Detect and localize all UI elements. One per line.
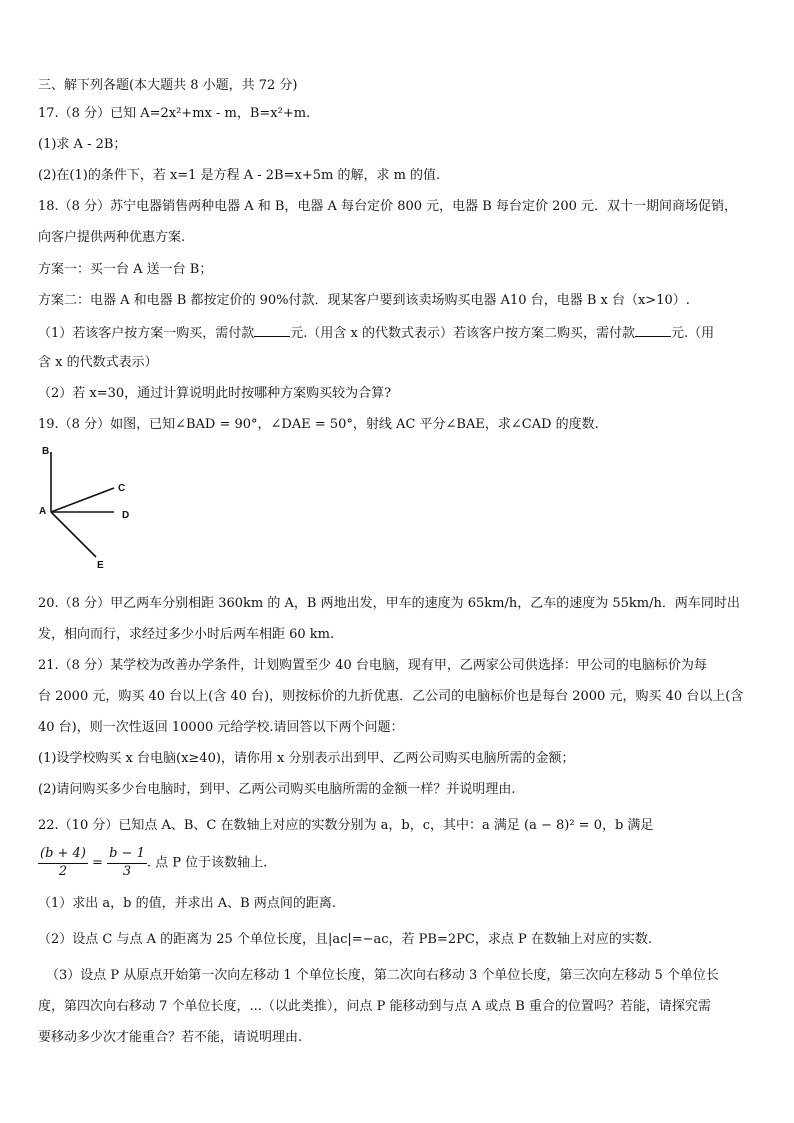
point-label-d: D <box>122 510 130 521</box>
q21-line3: 40 台)，则一次性返回 10000 元给学校.请回答以下两个问题： <box>38 720 404 735</box>
fraction-right-den: 3 <box>122 864 132 879</box>
point-label-b: B <box>42 446 50 457</box>
q18-part2: （2）若 x=30，通过计算说明此时按哪种方案购买较为合算? <box>38 386 392 401</box>
angle-figure <box>34 440 144 572</box>
q18-part1-a: （1）若该客户按方案一购买，需付款 <box>38 326 255 341</box>
point-label-e: E <box>97 560 104 571</box>
q20-line2: 发，相向而行，求经过多少小时后两车相距 60 km. <box>38 627 335 642</box>
q21-line1: 21.（8 分）某学校为改善办学条件，计划购置至少 40 台电脑，现有甲，乙两家公司供选择：甲公司的电脑标价为每 <box>38 658 707 673</box>
q18-plan2: 方案二：电器 A 和电器 B 都按定价的 90%付款．现某客户要到该卖场购买电器 A10 台，电器 B x 台（x>10）. <box>38 293 690 308</box>
point-label-c: C <box>118 483 126 494</box>
ray-ae <box>51 512 96 557</box>
q18-part1-cont: 含 x 的代数式表示） <box>38 355 158 370</box>
q22-part3-line3: 要移动多少次才能重合？若不能，请说明理由. <box>38 1030 303 1045</box>
point-label-a: A <box>39 506 47 517</box>
q19-stem: 19.（8 分）如图，已知∠BAD = 90°，∠DAE = 50°，射线 AC 平分∠BAE，求∠CAD 的度数. <box>38 417 599 432</box>
q18-plan1: 方案一：买一台 A 送一台 B； <box>38 262 213 277</box>
q22-part1: （1）求出 a，b 的值，并求出 A、B 两点间的距离. <box>38 896 336 911</box>
fraction-left-num: (b + 4) <box>38 846 88 864</box>
q21-line2: 台 2000 元，购买 40 台以上(含 40 台)，则按标价的九折优惠．乙公司的电脑标价也是每台 2000 元，购买 40 台以上(含 <box>38 689 744 704</box>
equals-sign: = <box>92 855 103 871</box>
fraction-right <box>107 846 147 880</box>
fraction-left <box>38 846 88 880</box>
ray-ac <box>51 488 114 512</box>
fraction-right-num: b − 1 <box>107 846 147 864</box>
q17-part2: (2)在(1)的条件下，若 x=1 是方程 A - 2B=x+5m 的解，求 m 的值. <box>38 168 441 183</box>
q18-part1-c: 元.（用 <box>671 326 715 341</box>
section-title: 三、解下列各题(本大题共 8 小题，共 72 分) <box>38 78 298 93</box>
q18-part1-b: 元.（用含 x 的代数式表示）若该客户按方案二购买，需付款 <box>290 326 636 341</box>
q21-part1: (1)设学校购买 x 台电脑(x≥40)，请你用 x 分别表示出到甲、乙两公司购买电脑所需的金额； <box>38 751 575 766</box>
q22-part3-line2: 度，第四次向右移动 7 个单位长度，...（以此类推），问点 P 能移动到与点 A 或点 B 重合的位置吗？若能，请探究需 <box>38 999 711 1014</box>
answer-blank-1[interactable] <box>254 324 290 337</box>
fraction-left-den: 2 <box>58 864 68 879</box>
q20-line1: 20.（8 分）甲乙两车分别相距 360km 的 A，B 两地出发，甲车的速度为 65km/h，乙车的速度为 55km/h．两车同时出 <box>38 596 740 611</box>
q22-line2-tail: . 点 P 位于该数轴上. <box>146 855 268 871</box>
q18-line1: 18.（8 分）苏宁电器销售两种电器 A 和 B，电器 A 每台定价 800 元，电器 B 每台定价 200 元．双十一期间商场促销， <box>38 199 738 214</box>
q22-line1: 22.（10 分）已知点 A、B、C 在数轴上对应的实数分别为 a，b，c，其中：a 满足 (a − 8)² = 0，b 满足 <box>38 818 654 833</box>
q22-part2: （2）设点 C 与点 A 的距离为 25 个单位长度，且|ac|=−ac，若 PB=2PC，求点 P 在数轴上对应的实数. <box>38 932 652 947</box>
q22-part3-line1: （3）设点 P 从原点开始第一次向左移动 1 个单位长度，第二次向右移动 3 个单位长度，第三次向左移动 5 个单位长 <box>46 968 719 983</box>
answer-blank-2[interactable] <box>635 324 671 337</box>
q17-stem: 17.（8 分）已知 A=2x²+mx - m，B=x²+m. <box>38 106 311 121</box>
q18-part1 <box>38 324 714 342</box>
q17-part1: (1)求 A - 2B； <box>38 137 127 152</box>
q21-part2: (2)请问购买多少台电脑时，到甲、乙两公司购买电脑所需的金额一样？并说明理由. <box>38 782 516 797</box>
q22-fraction-line <box>38 846 267 881</box>
q18-line2: 向客户提供两种优惠方案. <box>38 230 186 245</box>
